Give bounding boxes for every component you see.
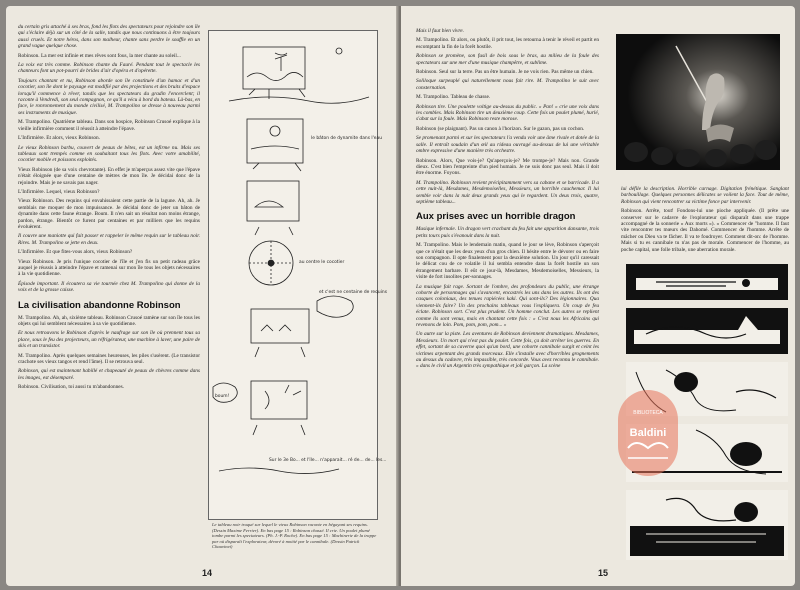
paragraph: Vieux Robinson (de sa voix chevrotante). En effet je m'aperçus assez vite que l'épave n'était éloignée que d'une centaine de mètres de mon île. Je décidai donc de la rejoindre. Mais je ne savais pas nager. [18,166,200,186]
paragraph: M. Trampolino. Et alors, ou plutôt, il prit tout, les retourna à tenir le réveil et partit en escomptant la fin de la forêt hostile. [416,37,599,50]
sketch-note-5: Sur le 3e Bo... et l'île... n'apparait... ré de... de... les... [269,458,387,463]
stamp-name: Baldini [629,427,667,439]
paragraph: Musique infernale. Un dragon vert crachant du feu fait une apparition dansante, trois petits tours puis s'évanouit dans la nuit. [416,226,599,239]
paragraph: Soliloque surpeuplé qui naturellement nous fait rire. M. Trampolino le suit avec consternation. [416,78,599,91]
paragraph: M. Trampolino. Robinson revient précipitamment vers sa cabane et se barricade. Il a cette nuit-là, Mesdames, Mesdemoiselles, Messieurs, un horrible cauchemar. Il lui semble voir dans la nuit deux grands yeux qui le regardent. Un deux trois, quatre, septième tableau... [416,179,599,205]
paragraph: La voix est très comme. Robinson chante du Fauré. Pendant tout le spectacle les chanteurs font un pot-pourri de brides d'air d'opéra et d'opérette. [18,62,200,75]
right-column-text [416,28,599,373]
strip-panel-1-art [626,264,788,300]
paragraph: Mais il faut bien vivre. [416,28,464,34]
strip-panel-5-art [626,490,788,560]
paragraph: L'Infirmière. Et alors, vieux Robinson. [18,135,101,142]
paragraph: L'Infirmière. Et que fites-vous alors, vieux Robinson? [18,249,133,256]
paragraph: La musique fait rage. Sortant de l'ombre, des profondeurs du public, une étrange cohorte de personnages qui s'avancent, encastrés les uns dans les autres. Ils ont des casques coloniaux, des tenues rapiécées kaki. Qui sont-ils? Des légionnaires. Qua viennent-ils faire? Un des prochains tableaux vous l'expliquera. Un coup de feu éclate. Robinson sort. C'est plus prudent. Un homme conclut. Les autres se replient comme ils sont venus, mais en chantant cette fois : « C'est nous les Africains qui revenons de loin. Pom, pom, pom, pom... » [416,283,599,329]
stamp-top-text: BIBLIOTECA [633,410,663,416]
performance-photo-image [616,34,780,170]
column-b-lower [416,226,599,370]
paragraph: L'Infirmière. Lequel, vieux Robinson? [18,188,100,195]
stage-photo [616,34,780,170]
paragraph: lui défile la description. Horrible carnage. Digitation frénétique. Sanglant barbouillage. Quelques personnes délicates se voilent la face. Tout de même, Robinson qui vient rencontrer sa victime fonce par intervenir. [621,186,789,205]
strip-panel-5 [626,490,788,560]
paragraph: Il couvre une maniotte qui fait passer et rappeler le même requin sur le tableau noir. Rires. M. Trampolino se jette en deux. [18,233,200,246]
column-a-lower [18,315,200,391]
paragraph: Se promenant parmi et sur les spectateurs l'a vendu voir une âme rivale et dotée de la salle. Il entraît soudain d'un œil au rideau ouvragé au-dessus de lui une véritable ombre expressive d'une manière très orchestre. [416,135,599,155]
paragraph: Robinson. Arrête, tout! Fondons-lui une pioche appliquée. (Il prête une conserver sur le cadavre de l'explorateur qui disparaît dans une trappe accompagné de la sonnerie « Aux morts »). « Commencer de "homme. Il faut vite rencontrer tes mœurs des Dahomé. Commencer de l'homme. Arrête de mâcher ou Dieu va te fâcher. Il va te foudroyer. Comment dit-on: de l'homme. Mais si tu es cannibale tu n'as pas de morale. Commencer de l'homme, au poche capital, une folle tribale, une aberration morale. [621,208,789,253]
library-stamp [610,388,686,478]
sketch-note-4: boum! [215,394,230,399]
paragraph: Robinson. Alors, Que vois-je? Qu'aperçois-je? Me trompe-je? Mais non. Grande dieux. C'est bien l'empreinte d'un pied humain. Je ne suis donc pas seul. Mais il doit être énorme. Foyons. [416,157,599,177]
column-a-upper [18,24,200,294]
illustration-caption: Le tableau noir truqué sur lequel le vieux Robinson raconte en bégayant ses requins. (Dessin Maxime Ferrier). En bas page 15 : Robinson chassé. Il crie. Un poulet plumé tombe parmi les spectateurs. (Ph. J.-P. Roche). En bas page 15 : Machinerie de la trappe par où disparaît l'explorateur, dévoré à moitié par le cannibale. (Dessin Patrick Chauvinet) [212,522,377,550]
paragraph: Toujours chantant et nu, Robinson aborde son île constituée d'un hamac et d'un cocotier, son île dont le paysage est modifié par des projections et des bruits d'espace lorsqu'il commence à rêver, tandis que les spectateurs du gradin l'encerclent; il raconte à Vendredi, son seul compagnon, ce qu'il a vécu à bord du bateau. Là-bas, en face, le ronronnement du monde civilisé, M. Trampolino se dresse à nouveau parmi ses instruments de musique. [18,77,200,116]
stamp-logo [610,388,686,478]
paragraph: Robinson. Civilisation, toi aussi tu m'abandonnes. [18,384,125,391]
section-heading-dragon: Aux prises avec un horrible dragon [416,211,576,223]
page-number-right: 15 [598,568,609,578]
strip-panel-1 [626,264,788,300]
paragraph: M. Trampolino. Après quelques semaines heureuses, les piles s'usèrent. (Le transistor crachote ses vieux tangos et rend l'âme). Il se retrouva seul. [18,352,200,366]
strip-panel-2 [626,308,788,354]
page-number-left: 14 [202,568,213,578]
sketch-note-1: le bâton de dynamite dans l'eau [311,136,382,141]
paragraph: Le vieux Robinson barbu, couvert de peaux de bêtes, est un infirme nu. Mais ses tableaux sont trempés comme en souhaitant tous les flots. Avec votre amabilité, cocotier mobile et poissons exploités. [18,144,200,164]
sketch-note-3: et c'est ne centaine de requins [319,290,387,295]
paragraph: Épisode important. Il écoutera sa vie tournée chez M. Trampolino qui donne de la voix et de la grosse caisse. [18,280,200,294]
paragraph: M. Trampolino. Mais le lendemain matin, quand le jour se lève, Robinson s'aperçoit que ce n'était que les deux yeux d'un gros chien. Il hésite entre le dévorer ou en faire son compagnon. Il opte finalement pour la deuxième solution. Un jour qu'il caressait le délicat cou de ce volatile il lui sembla entendre dans la forêt hostile un son étrangement barbare. Il eût ce jour-là, Mesdames, Mesdemoiselles, Messieurs, la visite de fort insolites per-sonnages. [416,242,599,281]
paragraph: Un autre sur la piste. Les aventures de Robinson deviennent dramatiques. Mesdames, Messieurs. Un mort qui n'est pas du poulet. Cette fois, ça doit arrêter les guerres. En effet, sortant de sa caverne quoi qu'un bord, une cohorte cannibale surgit et ceint les victimes arpentant des grands morceaux. Elle s'installe avec d'horribles grognements au dessus du cadavre, très impassible, très concorde. Vous avez reconnu le cannibale. » dans le civil un Argentin très sympathique et joli garçon. La scène [416,331,599,370]
paragraph: M. Trampolino. Quatrième tableau. Dans son hospice, Robinson Crusoé explique à la vieille infirmière comment il réussit à atteindre l'épave. [18,119,200,132]
paragraph: Robinson tire. Une poulette voltige au-dessus du public. « Pan! » crie une voix dans les combles. Mais Robinson tire un deuxième coup. Cette fois un poulet plumé, hurlé, s'abat sur la foule. Mais Robinson reste morose. [416,103,599,123]
paragraph: Vieux Robinson. Des requins qui envahissaient cette partie de la lagune. Ah, ah. Je semblais me moquer de mon impuissance. Je décidai donc de jeter un bâton de dynamite dans cette faune étrange. Boum. Il n'en sait un résultat non moins étrange, pardon, étrange. Bientôt ce furent par centaines et par milliers que les requins évoluèrent. [18,198,200,230]
paragraph: Vieux Robinson. Je pris l'unique cocotier de l'île et j'en fis un petit radeau grâce auquel je réussis à atteindre l'épave et ramenai sur mon île tous les objets nécessaires à la vie quotidienne. [18,258,200,278]
paragraph: Robinson. La mer est infinie et mes rêves sont fous, la mer chante au soleil... [18,52,181,59]
paragraph: Robinson, qui est maintenant habillé et chapeauté de peaux de chèvres comme dans les images, est désemparé. [18,368,200,381]
sketch-illustration [209,31,387,519]
column-b-upper [416,28,599,205]
paragraph: du certain gris attaché à ses bras, fond les flots des spectateurs pour rejoindre son île qui s'éclaire déjà sur un côté de la salle, tandis que nous continuons à être toujours aussi cruels. Et notre héros, dans son malheur, chante sans perdre le souffle en un grand vague quelque chose. [18,24,200,50]
paragraph: Robinson. Seul sur la terre. Pas un être humain. Je ne vois rien. Pas même un chien. [416,69,594,76]
paragraph: M. Trampolino. Tableau de chasse. [416,94,491,101]
third-column-text [621,186,789,256]
paragraph: Et nous retrouvons le Robinson d'après le naufrage sur son île où prennent tous sa place, sous le feu des projecteurs, un réfrigérateur, une machine à laver, une paire de skis et un transistor. [18,330,200,350]
section-heading-civilisation: La civilisation abandonne Robinson [18,299,181,311]
robinson-sketch-frame [208,30,387,520]
paragraph: M. Trampolino. Ah, ah, sixième tableau. Robinson Crusoé ramène sur son île tous les objets qui lui semblent nécessaires à sa vie quotidienne. [18,314,200,328]
sketch-note-2: au centre le cocotier [299,260,345,265]
paragraph: Robinson se promène, son fusil de bois sous le bras, au milieu de la foule des spectateurs sur une mer d'une musique champêtre, et sublime. [416,53,599,66]
strip-panel-2-art [626,308,788,354]
column-c [621,186,789,253]
paragraph: Robinson (se plaignant). Pas un canon à l'horizon. Sur le gazon, pas un cochon. [416,125,585,132]
left-column-text [18,24,200,394]
